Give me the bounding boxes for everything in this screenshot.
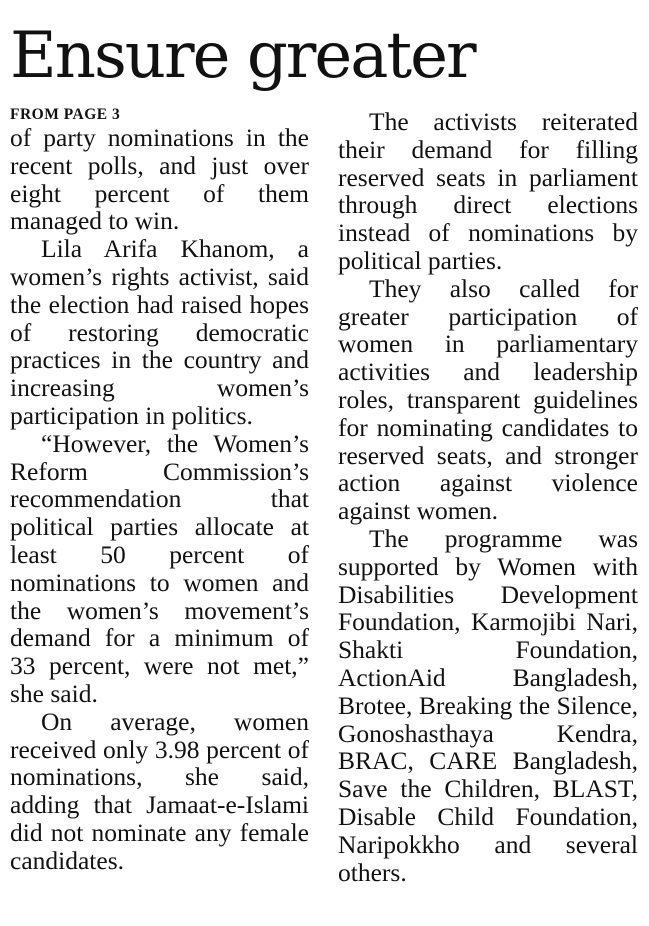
left-paragraph-2: Lila Arifa Khanom, a women’s rights activist, said the election had raised hopes of restoring democratic practices in the country and increasing women’s participation in politics. [10, 234, 309, 430]
jump-label: FROM PAGE 3 [10, 106, 121, 123]
right-paragraph-1: The activists reiterated their demand for filling reserved seats in parliament through direct elections instead of nominations by political parties. [338, 107, 638, 275]
left-paragraph-4: On average, women received only 3.98 percent of nominations, she said, adding that Jamaat-e-Islami did not nominate any female candidates. [10, 706, 309, 875]
right-column [338, 108, 638, 886]
left-paragraph-1: of party nominations in the recent polls, and just over eight percent of them managed to win. [10, 123, 309, 236]
right-paragraph-2: They also called for greater participation of women in parliamentary activities and leadership roles, transparent guidelines for nominating candidates to reserved seats, and stronger action against violence against women. [338, 273, 638, 526]
headline: Ensure greater [10, 19, 475, 93]
left-paragraph-3: “However, the Women’s Reform Commission’s recommendation that political parties allocate at least 50 percent of nominations to women and the women’s movement’s demand for a minimum of 33 percent, were not met,” she said. [10, 428, 309, 708]
left-column [10, 106, 309, 875]
right-paragraph-3: The programme was supported by Women with Disabilities Development Foundation, Karmojibi Nari, Shakti Foundation, ActionAid Bangladesh, Brotee, Breaking the Silence, Gonoshasthaya Kendra, BRAC, CARE Bangladesh, Save the Children, BLAST, Disable Child Foundation, Naripokkho and several others. [338, 523, 638, 887]
